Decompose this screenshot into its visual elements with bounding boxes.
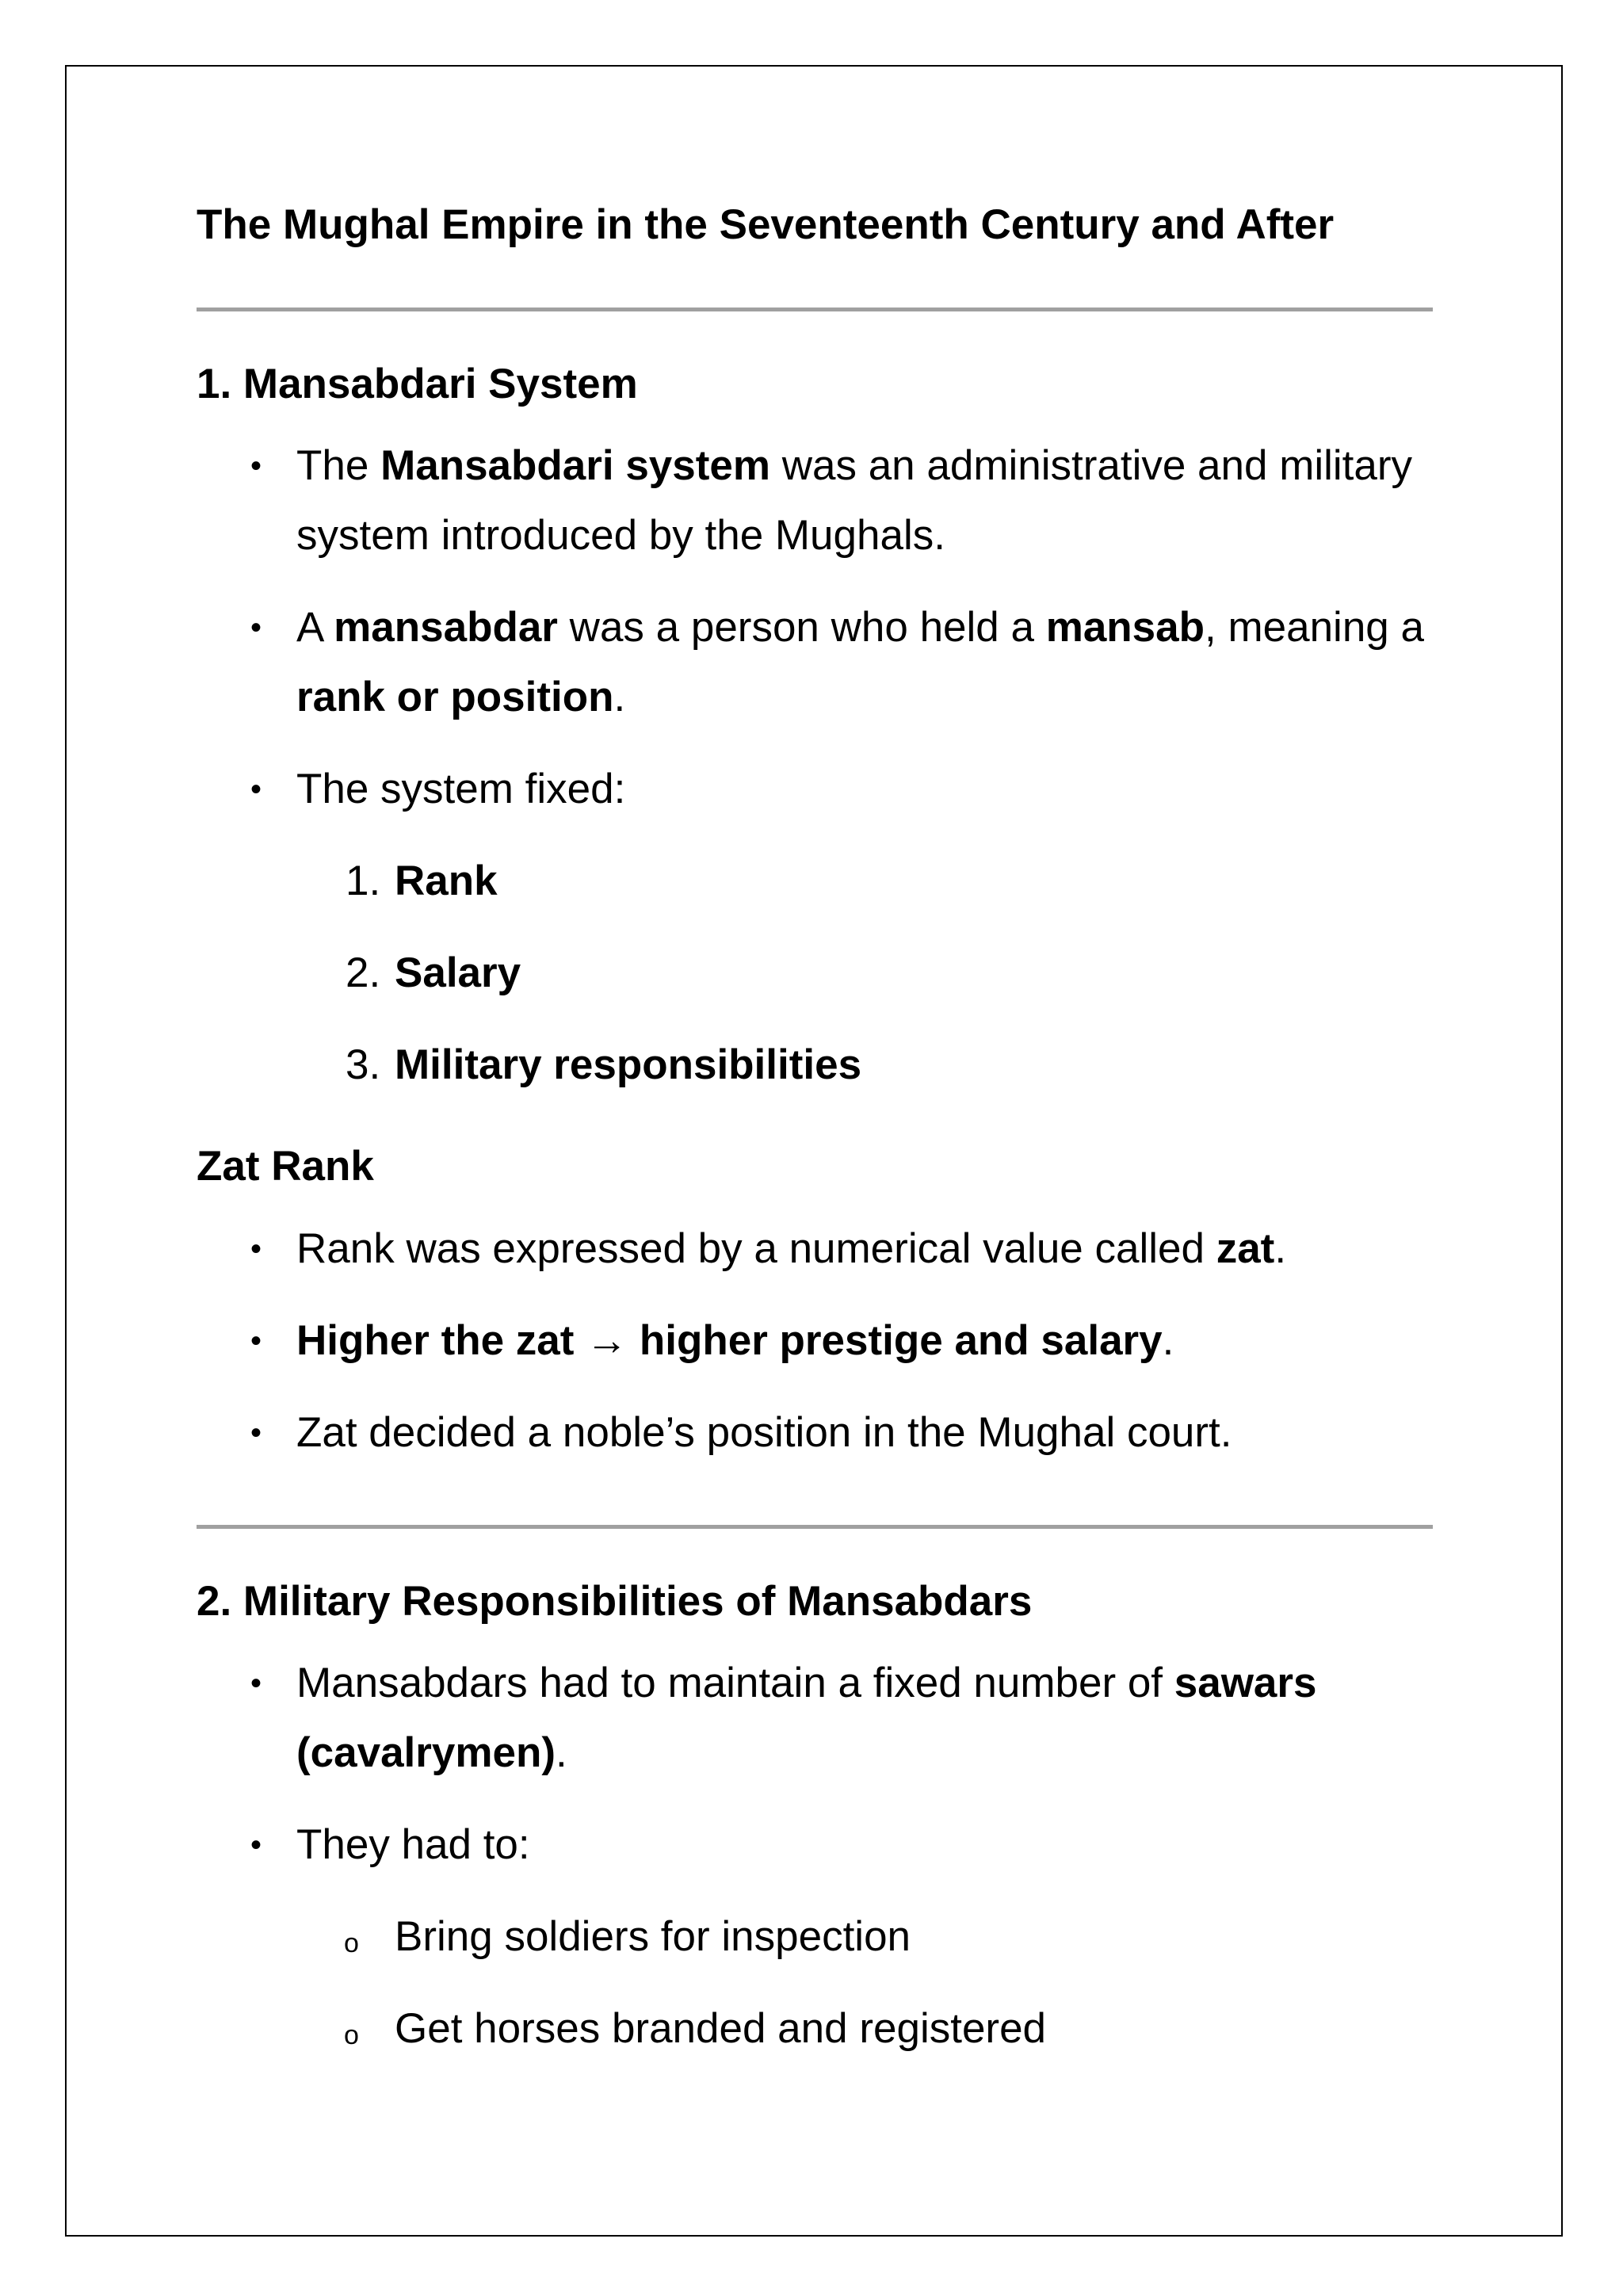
divider-top bbox=[197, 308, 1433, 311]
numbered-item: 2. Salary bbox=[197, 938, 1433, 1008]
section-heading-military: 2. Military Responsibilities of Mansabdars bbox=[197, 1577, 1033, 1625]
item-number: 2. bbox=[346, 949, 381, 997]
numbered-item: 1. Rank bbox=[197, 846, 1433, 916]
system-fixed-numbered-list bbox=[197, 846, 1433, 1100]
subheading-zat-rank: Zat Rank bbox=[197, 1143, 374, 1190]
sub-list-item: o Bring soldiers for inspection bbox=[197, 1902, 1433, 1972]
military-sub-list bbox=[197, 1902, 1433, 2064]
sub-list-item: o Get horses branded and registered bbox=[197, 1994, 1433, 2064]
bullet-dot-icon: • bbox=[250, 1415, 262, 1450]
item-number: 1. bbox=[346, 858, 381, 905]
section-heading-mansabdari: 1. Mansabdari System bbox=[197, 360, 638, 407]
list-item: • A mansabdar was a person who held a mansab, meaning a rank or position. bbox=[197, 593, 1433, 732]
document-content bbox=[197, 187, 1433, 2064]
spacer bbox=[197, 1468, 1433, 1525]
list-item: • The system fixed: bbox=[197, 755, 1433, 824]
list-item: • The Mansabdari system was an administrative and military system introduced by the Mughals. bbox=[197, 431, 1433, 571]
bullet-dot-icon: • bbox=[250, 1666, 262, 1702]
bullet-dot-icon: • bbox=[250, 772, 262, 808]
mansabdari-bullet-list bbox=[197, 431, 1433, 824]
list-item: • Rank was expressed by a numerical value called zat. bbox=[197, 1214, 1433, 1284]
document-title: The Mughal Empire in the Seventeenth Century and After bbox=[197, 201, 1335, 248]
list-item: • Higher the zat → higher prestige and salary. bbox=[197, 1306, 1433, 1376]
bullet-dot-icon: • bbox=[250, 1828, 262, 1863]
bullet-dot-icon: • bbox=[250, 610, 262, 646]
circle-bullet-icon: o bbox=[344, 2020, 359, 2051]
military-bullet-list bbox=[197, 1648, 1433, 1880]
bullet-dot-icon: • bbox=[250, 449, 262, 484]
list-item: • Mansabdars had to maintain a fixed number of sawars (cavalrymen). bbox=[197, 1648, 1433, 1788]
item-number: 3. bbox=[346, 1041, 381, 1089]
bullet-dot-icon: • bbox=[250, 1323, 262, 1358]
list-item: • They had to: bbox=[197, 1810, 1433, 1880]
zat-bullet-list bbox=[197, 1214, 1433, 1468]
numbered-item: 3. Military responsibilities bbox=[197, 1030, 1433, 1100]
divider-middle bbox=[197, 1525, 1433, 1529]
circle-bullet-icon: o bbox=[344, 1928, 359, 1959]
bullet-dot-icon: • bbox=[250, 1231, 262, 1266]
list-item: • Zat decided a noble’s position in the Mughal court. bbox=[197, 1398, 1433, 1468]
